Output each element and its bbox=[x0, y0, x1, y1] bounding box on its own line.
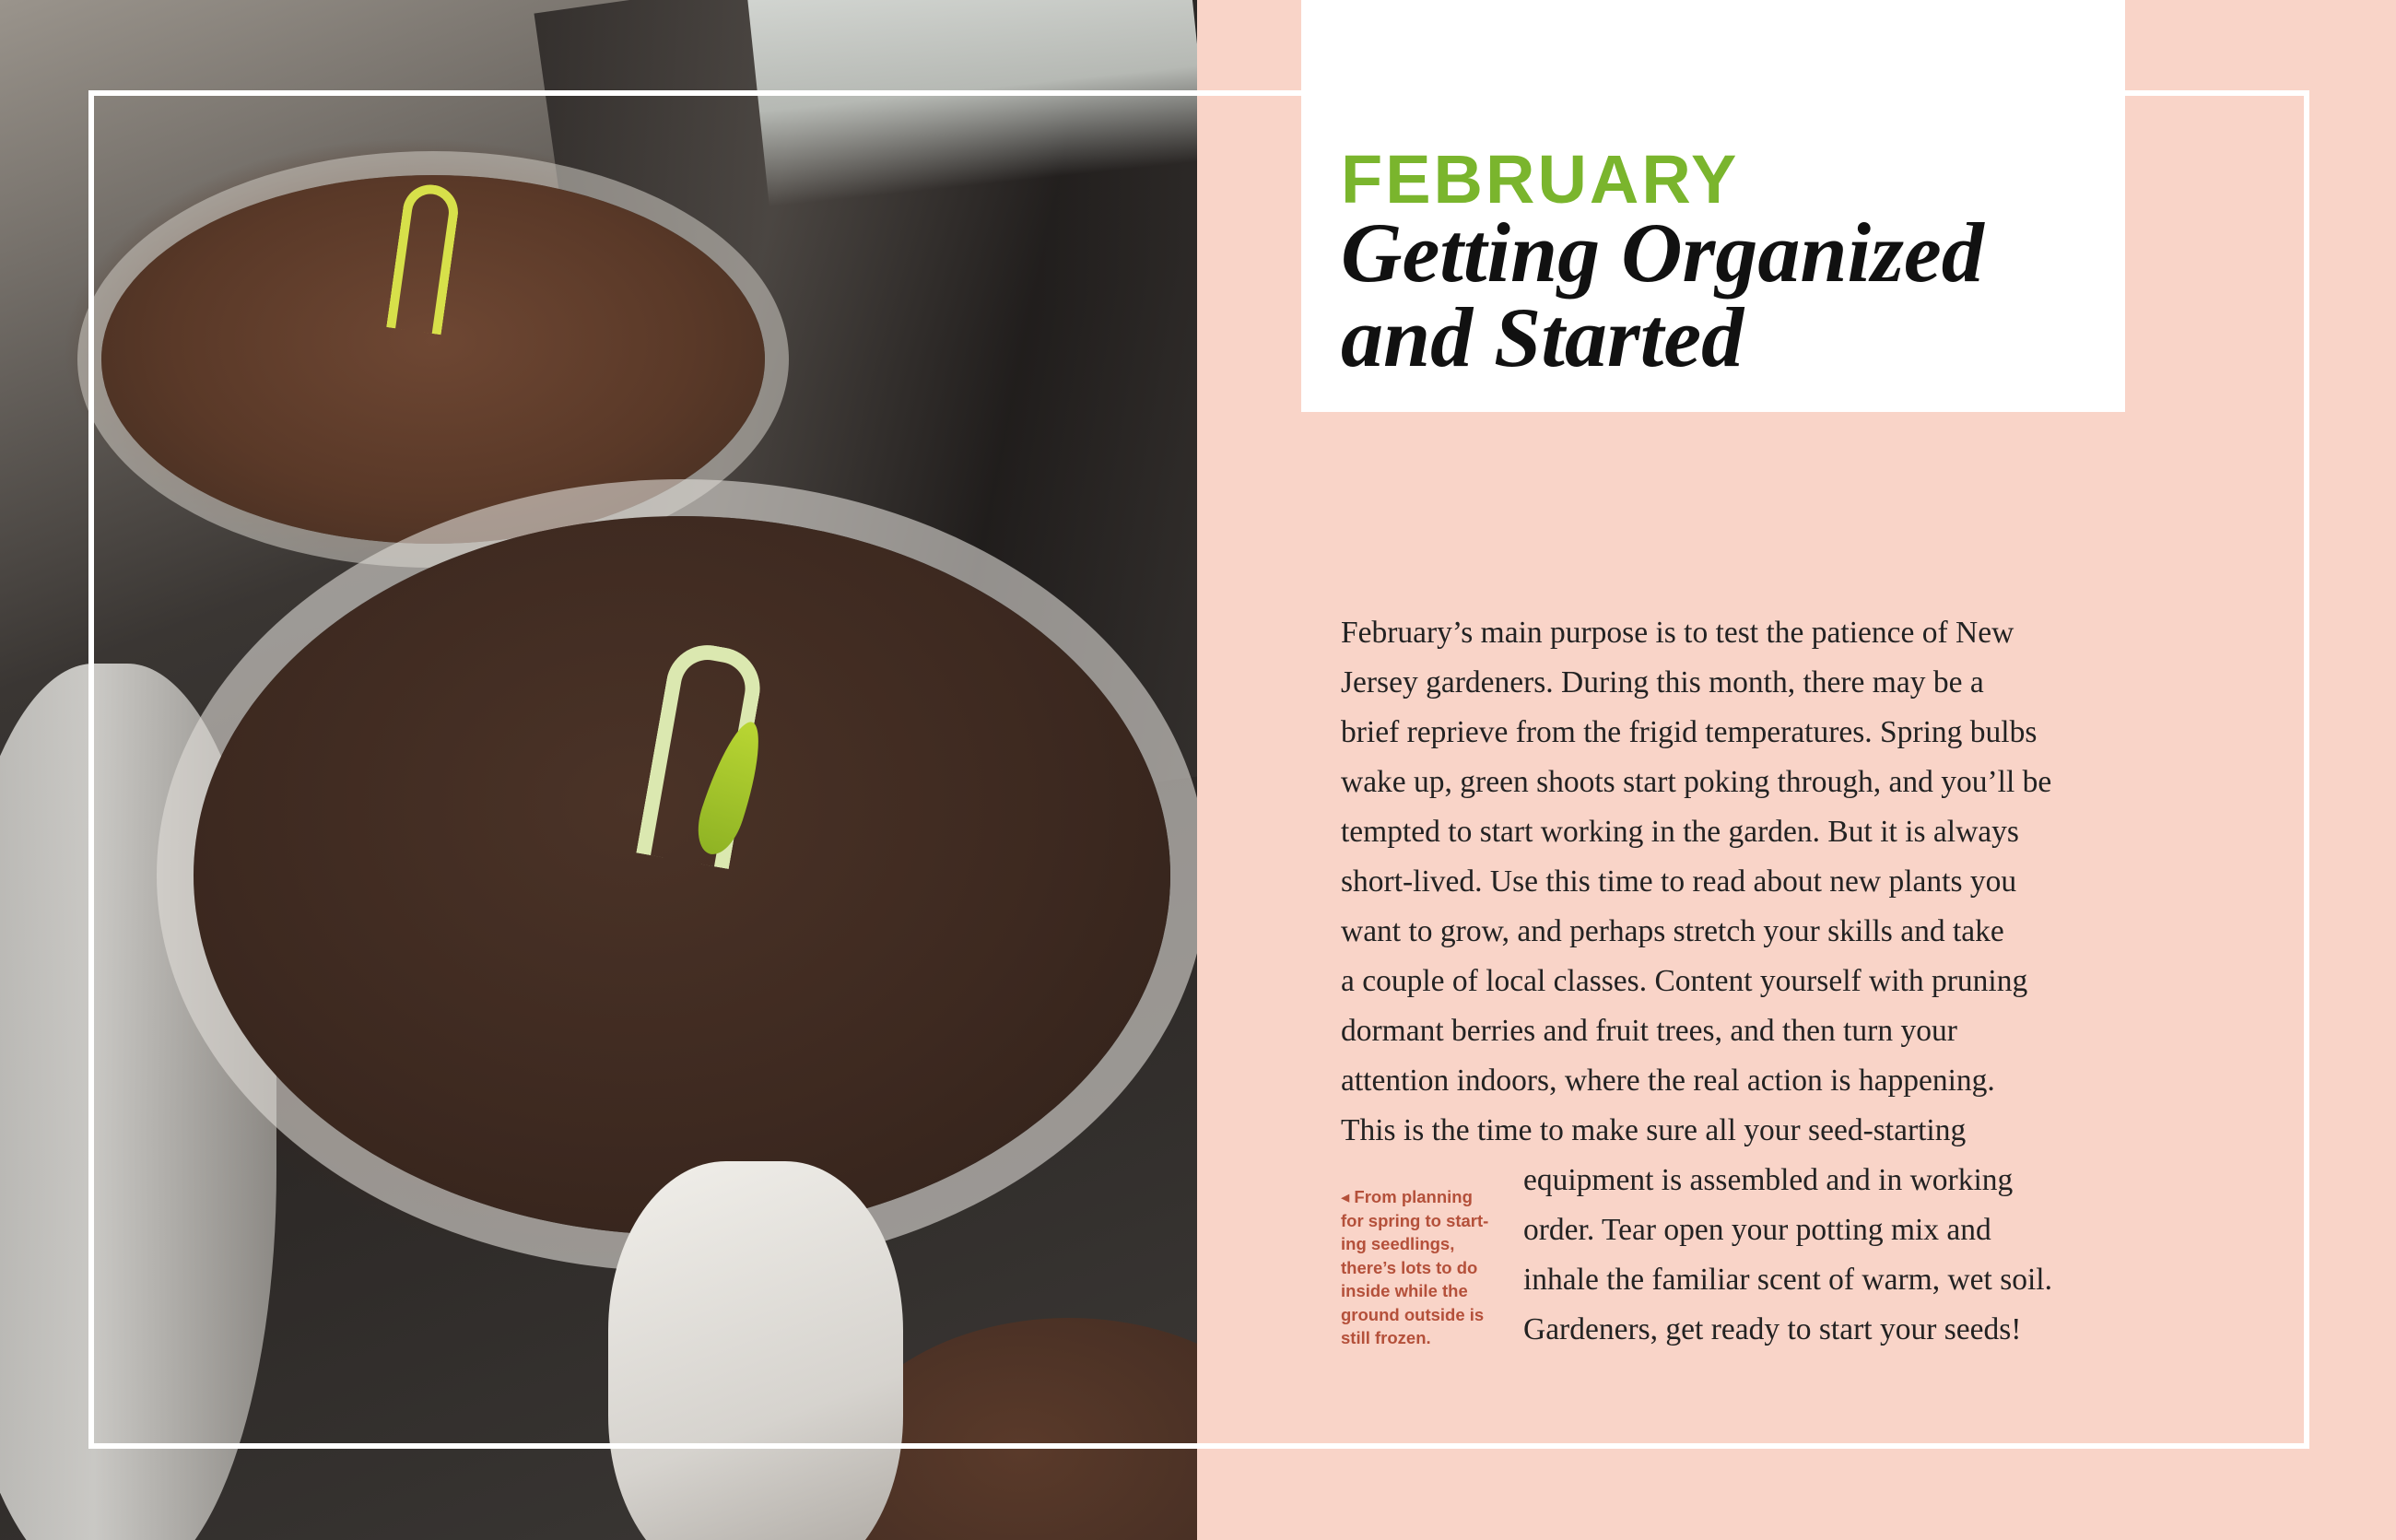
photo-caption bbox=[1341, 1185, 1507, 1350]
body-line: February’s main purpose is to test the patience of New bbox=[1341, 616, 2014, 650]
caption-line: ground outside is bbox=[1341, 1304, 1485, 1324]
month-heading: FEBRUARY bbox=[1341, 141, 1740, 217]
body-line: a couple of local classes. Content yourself with pruning bbox=[1341, 964, 2028, 998]
body-line: Jersey gardeners. During this month, there may be a bbox=[1341, 665, 1984, 699]
caption-line: still frozen. bbox=[1341, 1328, 1431, 1347]
body-line: This is the time to make sure all your seed-starting bbox=[1341, 1113, 1967, 1147]
body-line: tempted to start working in the garden. But it is always bbox=[1341, 815, 2019, 849]
caption-line: there’s lots to do bbox=[1341, 1257, 1478, 1277]
caption-line: inside while the bbox=[1341, 1281, 1468, 1300]
caption-line: ing seedlings, bbox=[1341, 1234, 1455, 1253]
chapter-title bbox=[1341, 206, 2115, 384]
chapter-title-line: and Started bbox=[1341, 290, 1744, 384]
body-line: attention indoors, where the real action is happening. bbox=[1341, 1064, 1995, 1098]
frame-line-left bbox=[88, 90, 1197, 1449]
body-line: order. Tear open your potting mix and bbox=[1523, 1213, 1991, 1247]
caption-line: for spring to start- bbox=[1341, 1210, 1489, 1230]
body-line: wake up, green shoots start poking through, and you’ll be bbox=[1341, 765, 2052, 799]
body-line: inhale the familiar scent of warm, wet soil. bbox=[1523, 1263, 2052, 1297]
body-line: Gardeners, get ready to start your seeds! bbox=[1523, 1312, 2022, 1346]
body-line: want to grow, and perhaps stretch your skills and take bbox=[1341, 914, 2004, 948]
body-line: brief reprieve from the frigid temperatures. Spring bulbs bbox=[1341, 715, 2038, 749]
body-line: equipment is assembled and in working bbox=[1523, 1163, 2014, 1197]
caption-line: ◂ From planning bbox=[1341, 1187, 1473, 1206]
chapter-title-line: Getting Organized bbox=[1341, 206, 1984, 300]
body-line: dormant berries and fruit trees, and then turn your bbox=[1341, 1014, 1957, 1048]
body-line: short-lived. Use this time to read about new plants you bbox=[1341, 864, 2017, 899]
